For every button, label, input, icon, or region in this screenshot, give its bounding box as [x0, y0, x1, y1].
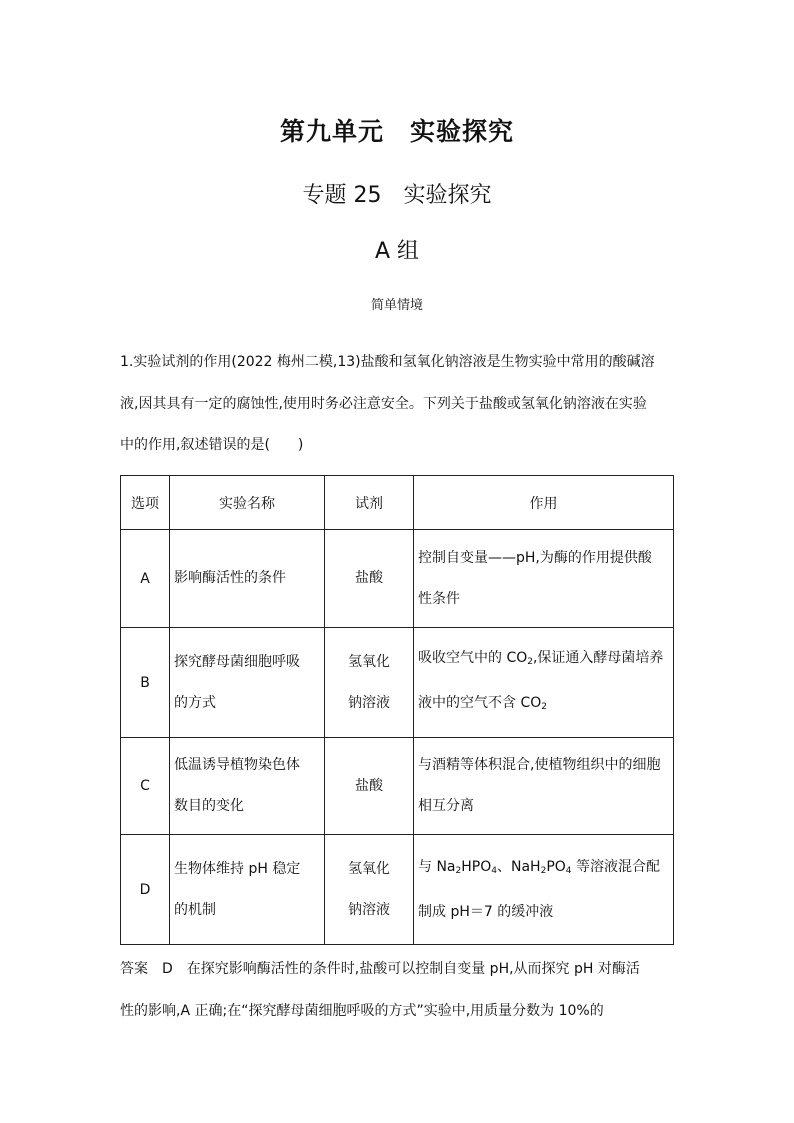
table-header-row — [121, 476, 674, 530]
function-line — [418, 638, 669, 683]
row-reagent — [325, 628, 414, 738]
subscript: 2 — [540, 865, 547, 876]
text-run: 吸收空气中的 CO — [418, 649, 528, 666]
table-row — [121, 530, 674, 628]
row-option: A — [121, 530, 170, 628]
text-run: HPO — [461, 858, 492, 875]
function-line: 与酒精等体积混合,使植物组织中的细胞 — [418, 757, 661, 773]
function-line — [418, 683, 669, 728]
row-reagent — [325, 530, 414, 628]
topic-title: 专题 25 实验探究 — [302, 183, 492, 208]
text-run: 与 Na — [418, 858, 456, 875]
function-line: 相互分离 — [418, 798, 474, 814]
text-run: 等溶液混合配 — [571, 858, 660, 875]
row-experiment-name — [170, 530, 325, 628]
row-function — [414, 835, 674, 945]
row-function — [414, 530, 674, 628]
function-line: 性条件 — [418, 590, 460, 607]
row-option: C — [121, 738, 170, 835]
reagent-line: 钠溶液 — [348, 694, 390, 711]
reagent-line: 氢氧化 — [348, 860, 390, 877]
question-line: 中的作用,叙述错误的是( ) — [120, 437, 304, 453]
name-line: 生物体维持 pH 稳定 — [174, 860, 301, 877]
name-line: 影响酶活性的条件 — [174, 570, 286, 586]
row-experiment-name — [170, 738, 325, 835]
name-line: 低温诱导植物染色体 — [174, 757, 300, 773]
answer-line: 答案 D 在探究影响酶活性的条件时,盐酸可以控制自变量 pH,从而探究 pH 对酶活 — [120, 961, 640, 977]
question-line: 1.实验试剂的作用(2022 梅州二模,13)盐酸和氢氧化钠溶液是生物实验中常用的酸碱溶 — [120, 354, 655, 370]
function-line — [418, 847, 669, 892]
text-run: PO — [546, 858, 566, 875]
header-option: 选项 — [121, 476, 170, 530]
unit-title: 第九单元 实验探究 — [279, 117, 514, 146]
question-stem — [120, 342, 680, 467]
answer-line: 性的影响,A 正确;在“探究酵母菌细胞呼吸的方式”实验中,用质量分数为 10%的 — [120, 1003, 604, 1019]
function-line: 控制自变量——pH,为酶的作用提供酸 — [418, 549, 652, 566]
reagent-line: 氢氧化 — [348, 653, 390, 670]
header-reagent: 试剂 — [325, 476, 414, 530]
subscript: 4 — [491, 865, 497, 876]
header-experiment-name: 实验名称 — [170, 476, 325, 530]
row-option: B — [121, 628, 170, 738]
name-line: 的机制 — [174, 901, 216, 918]
subscript: 4 — [565, 865, 572, 876]
row-reagent — [325, 835, 414, 945]
header-function: 作用 — [414, 476, 674, 530]
text-run: ,保证通入酵母菌培养 — [532, 649, 664, 666]
row-function — [414, 628, 674, 738]
function-line: 制成 pH＝7 的缓冲液 — [418, 903, 554, 920]
text-run: 、NaH — [496, 858, 541, 875]
table-row — [121, 835, 674, 945]
row-experiment-name — [170, 628, 325, 738]
answer-block — [120, 948, 680, 1032]
table-row — [121, 628, 674, 738]
row-option: D — [121, 835, 170, 945]
table-row — [121, 738, 674, 835]
text-run: 液中的空气不含 CO — [418, 694, 542, 711]
reagent-line: 盐酸 — [355, 570, 383, 586]
row-experiment-name — [170, 835, 325, 945]
subscript: 2 — [455, 865, 462, 876]
row-function — [414, 738, 674, 835]
question-line: 液,因其具有一定的腐蚀性,使用时务必注意安全。下列关于盐酸或氢氧化钠溶液在实验 — [120, 395, 647, 412]
reagent-line: 盐酸 — [355, 777, 383, 794]
reagent-line: 钠溶液 — [348, 901, 390, 918]
name-line: 探究酵母菌细胞呼吸 — [174, 653, 300, 670]
subscript: 2 — [527, 656, 533, 667]
row-reagent — [325, 738, 414, 835]
scenario-label: 简单情境 — [370, 298, 423, 313]
group-title: A 组 — [374, 239, 420, 264]
name-line: 数目的变化 — [174, 798, 244, 814]
subscript: 2 — [541, 701, 547, 712]
name-line: 的方式 — [174, 694, 216, 711]
options-table — [120, 475, 674, 945]
